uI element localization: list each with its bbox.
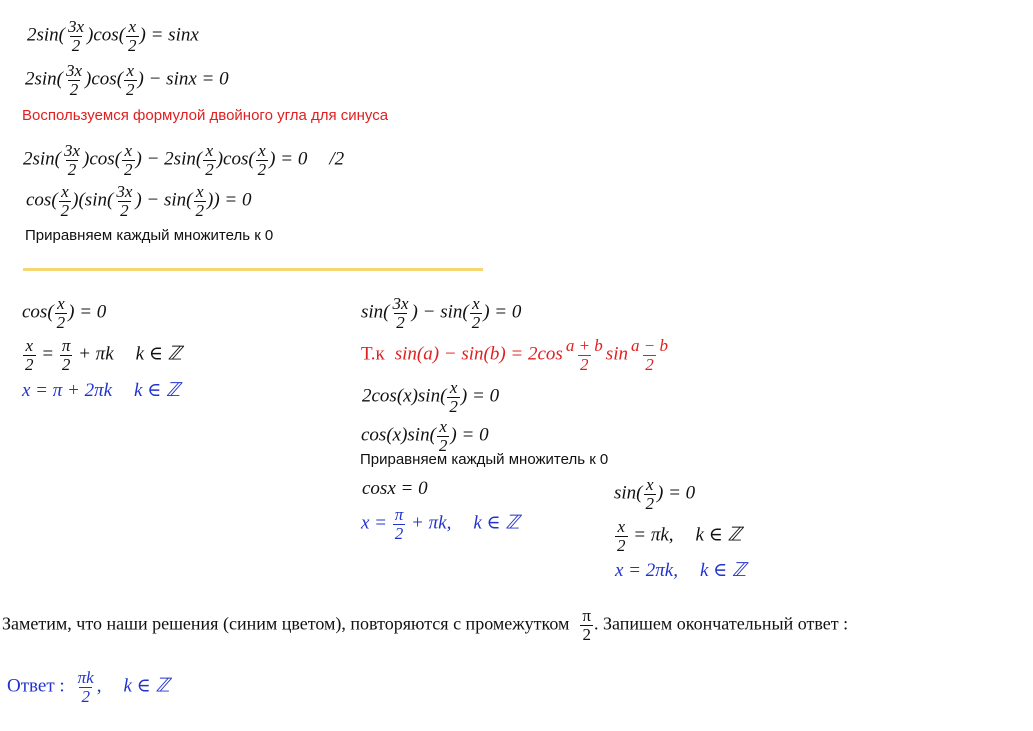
conclusion-line bbox=[2, 607, 848, 644]
right-sin-eq bbox=[614, 476, 695, 513]
answer-label: Ответ : bbox=[7, 675, 65, 697]
final-answer bbox=[7, 669, 170, 706]
equation-step-3 bbox=[23, 142, 344, 179]
eq-text: k ∈ ℤ bbox=[695, 524, 742, 546]
fraction: $\frac{\pi}{2}$ bbox=[61, 336, 71, 374]
eq-text: )cos( bbox=[85, 68, 124, 90]
fraction: $\frac{x}{2}$ bbox=[124, 141, 133, 179]
eq-text: ) − sin( bbox=[411, 301, 469, 323]
eq-text: ) − 2sin( bbox=[135, 148, 203, 170]
eq-text: Т.к bbox=[361, 343, 385, 365]
eq-text: + πk, bbox=[406, 512, 452, 534]
eq-text: k ∈ ℤ bbox=[699, 560, 747, 581]
eq-text: cos( bbox=[22, 301, 54, 323]
right-sin-solution bbox=[615, 561, 746, 580]
eq-text: )cos( bbox=[87, 24, 126, 46]
eq-text: x = 2πk, bbox=[615, 560, 678, 581]
eq-text: cos( bbox=[26, 189, 58, 211]
fraction: $\frac{x}{2}$ bbox=[205, 141, 214, 179]
eq-text: sin bbox=[605, 343, 628, 365]
eq-text: 2sin( bbox=[25, 68, 63, 90]
right-note-each-factor: Приравняем каждый множитель к 0 bbox=[360, 451, 609, 468]
eq-text: )cos( bbox=[216, 148, 255, 170]
divide-note: /2 bbox=[329, 148, 345, 170]
fraction: $\frac{x}{2}$ bbox=[257, 141, 267, 179]
note-each-factor: Приравняем каждый множитель к 0 bbox=[25, 227, 274, 244]
eq-text: k ∈ ℤ bbox=[123, 675, 170, 697]
fraction: $\frac{x}{2}$ bbox=[449, 378, 458, 416]
fraction: $\frac{\pi}{2}$ bbox=[394, 505, 404, 543]
fraction: $\frac{a + b}{2}$ bbox=[565, 336, 603, 374]
left-eq-2 bbox=[22, 337, 182, 374]
eq-text: + πk bbox=[73, 343, 114, 365]
eq-text: 2sin( bbox=[27, 24, 65, 46]
eq-text: ) − sin( bbox=[135, 189, 193, 211]
eq-text: 2cos(x)sin( bbox=[362, 385, 447, 407]
fraction: $\frac{x}{2}$ bbox=[617, 517, 626, 555]
fraction: $\frac{x}{2}$ bbox=[195, 182, 205, 220]
eq-text: cos(x)sin( bbox=[361, 424, 436, 446]
fraction: $\frac{3x}{2}$ bbox=[392, 294, 409, 332]
eq-text: k ∈ ℤ bbox=[473, 512, 520, 534]
eq-text: ) = 0 bbox=[68, 301, 107, 323]
equation-step-2 bbox=[25, 62, 229, 99]
fraction: $\frac{x}{2}$ bbox=[25, 336, 34, 374]
eq-text: ) = 0 bbox=[657, 482, 696, 504]
eq-text: sin(a) − sin(b) = 2cos bbox=[394, 343, 563, 365]
eq-text: ) = 0 bbox=[460, 385, 500, 407]
note-double-angle: Воспользуемся формулой двойного угла для синуса bbox=[22, 107, 389, 124]
fraction: $\frac{x}{2}$ bbox=[471, 294, 481, 332]
eq-text: ) = 0 bbox=[450, 424, 489, 446]
fraction: $\frac{3x}{2}$ bbox=[68, 17, 85, 55]
fraction: $\frac{3x}{2}$ bbox=[66, 61, 83, 99]
eq-text: k ∈ ℤ bbox=[135, 343, 182, 365]
fraction: $\frac{x}{2}$ bbox=[645, 475, 654, 513]
fraction: $\frac{3x}{2}$ bbox=[64, 141, 81, 179]
right-eq-4 bbox=[361, 418, 489, 455]
eq-text: k ∈ ℤ bbox=[134, 380, 181, 401]
eq-text: ) = sinx bbox=[139, 24, 199, 46]
conclusion-text-2: . Запишем окончательный ответ : bbox=[594, 613, 849, 634]
eq-text: = bbox=[36, 343, 59, 365]
fraction: $\frac{\pi}{2}$ bbox=[582, 606, 592, 644]
eq-text: )(sin( bbox=[72, 189, 114, 211]
eq-text: ) = 0 bbox=[483, 301, 522, 323]
fraction: $\frac{\pi k}{2}$ bbox=[77, 668, 94, 706]
eq-text: ) = 0 bbox=[269, 148, 308, 170]
eq-text: x = π + 2πk bbox=[22, 380, 113, 401]
separator-line bbox=[23, 268, 483, 271]
right-identity bbox=[361, 337, 671, 374]
eq-text: sin( bbox=[614, 482, 643, 504]
eq-text: 2sin( bbox=[23, 148, 61, 170]
fraction: $\frac{x}{2}$ bbox=[56, 294, 66, 332]
left-eq-1 bbox=[22, 295, 106, 332]
eq-text: sin( bbox=[361, 301, 390, 323]
eq-text: )cos( bbox=[83, 148, 122, 170]
fraction: $\frac{x}{2}$ bbox=[438, 417, 448, 455]
left-solution bbox=[22, 381, 180, 400]
eq-text: , bbox=[96, 675, 102, 697]
right-eq-1 bbox=[361, 295, 521, 332]
right-eq-3 bbox=[362, 379, 499, 416]
fraction: $\frac{3x}{2}$ bbox=[116, 182, 133, 220]
eq-text: = πk, bbox=[628, 524, 674, 546]
right-cos-solution bbox=[361, 506, 519, 543]
conclusion-text: Заметим, что наши решения (синим цветом), повторяются с промежутком bbox=[2, 613, 570, 634]
equation-step-1 bbox=[27, 18, 199, 55]
fraction: $\frac{x}{2}$ bbox=[128, 17, 137, 55]
eq-text: x = bbox=[361, 512, 392, 534]
equation-step-4 bbox=[26, 183, 252, 220]
fraction: $\frac{a - b}{2}$ bbox=[630, 336, 668, 374]
fraction: $\frac{x}{2}$ bbox=[126, 61, 135, 99]
eq-text: )) = 0 bbox=[207, 189, 252, 211]
right-cos-eq: cosx = 0 bbox=[362, 478, 428, 499]
fraction: $\frac{x}{2}$ bbox=[60, 182, 70, 220]
eq-text: ) − sinx = 0 bbox=[137, 68, 229, 90]
right-sin-eq-2 bbox=[614, 518, 742, 555]
